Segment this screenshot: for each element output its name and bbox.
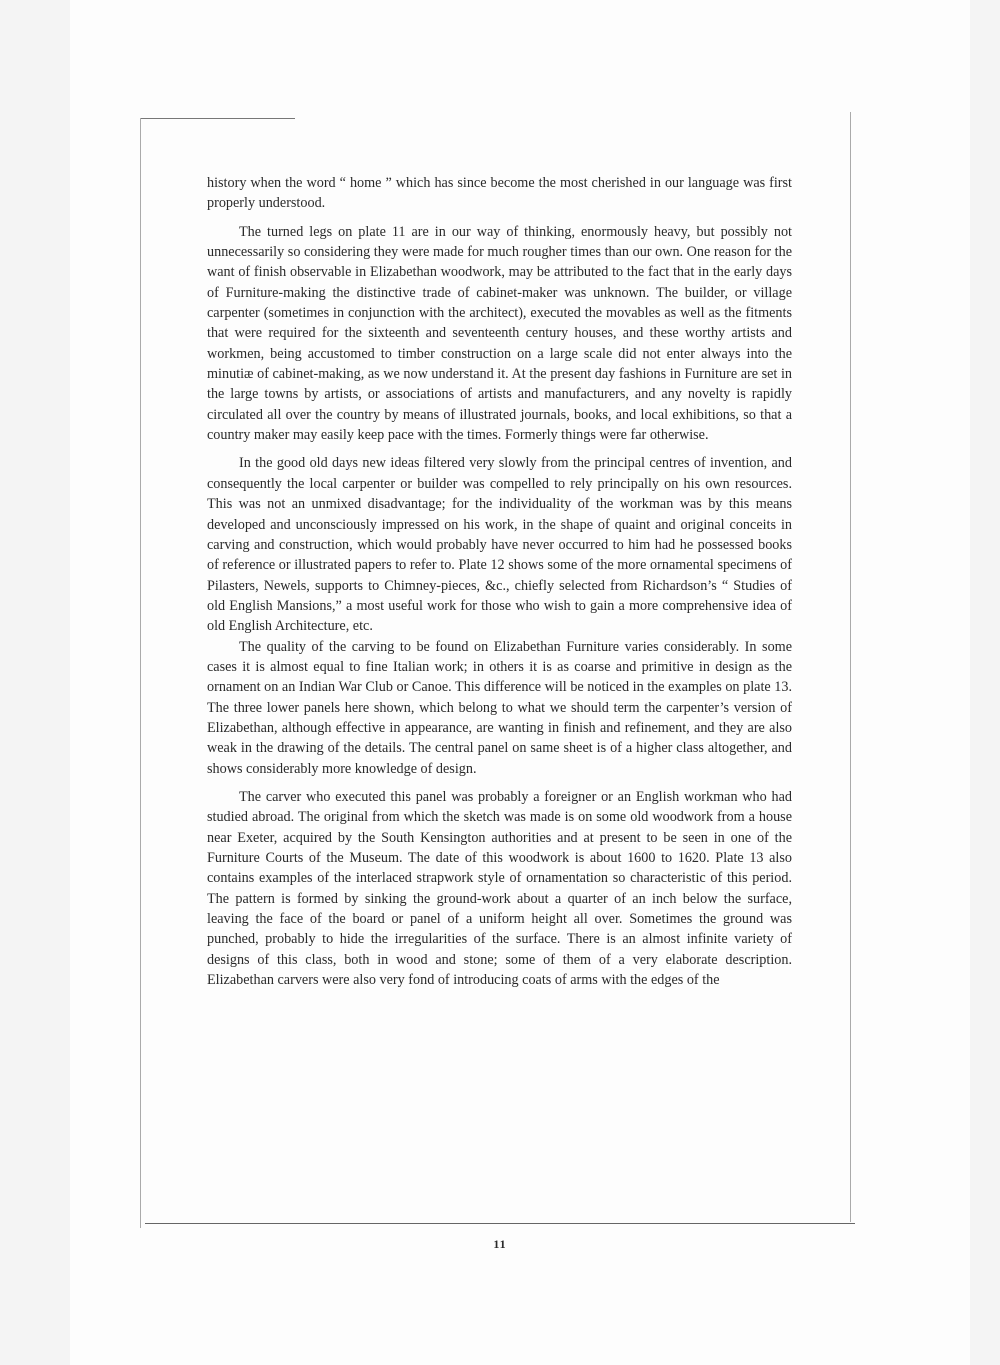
body-text	[207, 173, 792, 990]
paragraph: history when the word “ home ” which has since become the most cherished in our language was first properly understood.	[207, 175, 792, 212]
paragraph: In the good old days new ideas filtered very slowly from the principal centres of invention, and consequently the local carpenter or builder was compelled to rely principally on his own resources. This was not an unmixed disadvantage; for the individuality of the workman was by this means developed and unconsciously impressed on his work, in the shape of quaint and original conceits in carving and construction, which would probably have never occurred to him had he possessed books of reference or illustrated papers to refer to. Plate 12 shows some of the more ornamental specimens of Pilasters, Newels, supports to Chimney-pieces, &c., chiefly selected from Richardson’s “ Studies of old English Mansions,” a most useful work for those who wish to gain a more comprehensive idea of old English Architecture, etc.	[207, 455, 792, 635]
top-rule	[140, 118, 295, 119]
left-rule	[140, 118, 141, 1228]
page-number: 11	[493, 1237, 507, 1251]
paragraph: The quality of the carving to be found on Elizabethan Furniture varies considerably. In some cases it is almost equal to fine Italian work; in others it is as coarse and primitive in design as the ornament on an Indian War Club or Canoe. This difference will be noticed in the examples on plate 13. The three lower panels here shown, which belong to what we should term the carpenter’s version of Elizabethan, although effective in appearance, are wanting in finish and refinement, and they are also weak in the drawing of the details. The central panel on same sheet is of a higher class altogether, and shows considerably more knowledge of design.	[207, 638, 792, 777]
paragraph: The carver who executed this panel was probably a foreigner or an English workman who had studied abroad. The original from which the sketch was made is on some old woodwork from a house near Exeter, acquired by the South Kensington authorities and at present to be seen in one of the Furniture Courts of the Museum. The date of this woodwork is about 1600 to 1620. Plate 13 also contains examples of the interlaced strapwork style of ornamentation so characteristic of this period. The pattern is formed by sinking the ground-work about a quarter of an inch below the surface, leaving the face of the board or panel of a uniform height all over. Sometimes the ground was punched, probably to hide the irregularities of the surface. There is an almost infinite variety of designs of this class, both in wood and stone; some of them of a very elaborate description. Elizabethan carvers were also very fond of introducing coats of arms with the edges of the	[207, 788, 792, 989]
bottom-rule	[145, 1223, 855, 1224]
paragraph: The turned legs on plate 11 are in our way of thinking, enormously heavy, but possibly not unnecessarily so considering they were made for much rougher times than our own. One reason for the want of finish observable in Elizabethan woodwork, may be attributed to the fact that in the early days of Furniture-making the distinctive trade of cabinet-maker was unknown. The builder, or village carpenter (sometimes in conjunction with the architect), executed the movables as well as the fitments that were required for the sixteenth and seventeenth century houses, and these worthy artists and workmen, being accustomed to timber construction on a large scale did not enter always into the minutiæ of cabinet-making, as we now understand it. At the present day fashions in Furniture are set in the large towns by artists, or associations of artists and manufacturers, and any novelty is rapidly circulated all over the country by means of illustrated journals, books, and local exhibitions, so that a country maker may easily keep pace with the times. Formerly things were far otherwise.	[207, 223, 792, 444]
right-rule	[850, 112, 851, 1222]
